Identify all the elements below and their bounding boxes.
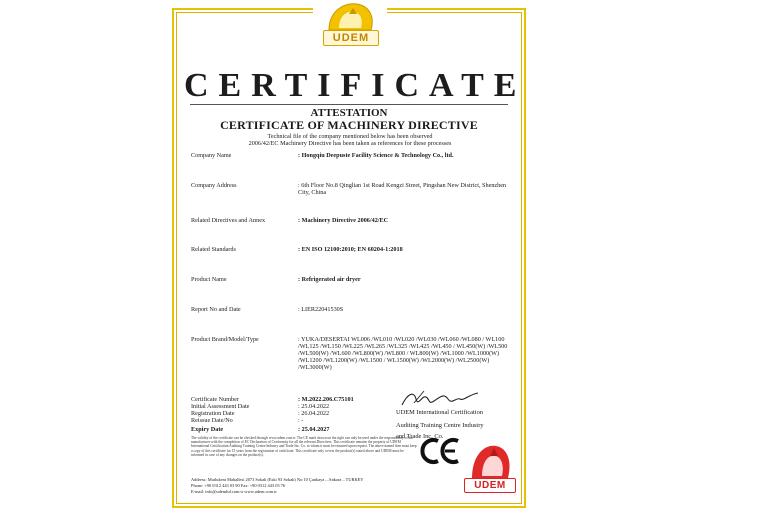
field-value: : Refrigerated air dryer: [298, 276, 361, 283]
certificate-title: CERTIFICATE: [184, 67, 527, 104]
field-label: Related Directives and Annex: [191, 217, 266, 224]
issue-value: : M.2022.206.C75101: [298, 396, 354, 403]
intro-text: [190, 133, 510, 147]
field-value: : Hongqiu Deepuste Facility Science & Technology Co., ltd.: [298, 152, 454, 159]
field-label: Company Address: [191, 182, 237, 189]
field-label: Report No and Date: [191, 306, 241, 313]
directive-heading: CERTIFICATE OF MACHINERY DIRECTIVE: [220, 118, 478, 132]
issuer-line-1: UDEM International Certification: [396, 409, 483, 416]
issue-label: Expiry Date: [191, 426, 224, 433]
field-value: : YUKA/DESERTAI WL006 /WL010 /WL020 /WL030 /WL060 /WL080 / WL100 /WL125 /WL150 /WL225 /WL265 /WL325 /WL425 /WL450 / WL450(W) /WL500 /WL500(W) /WL600 /WL800(W) /WL800 / WL800(W) /WL1000 /WL1000(W) /WL1200 /WL1200(W) /WL1500 / WL1500(W) /WL2000(W) /WL2500(W) /WL3000(W): [298, 336, 508, 371]
contact-email: E-mail: info@udemltd.com.tr www.udem.com.tr: [191, 489, 277, 494]
field-value: : EN ISO 12100:2010; EN 60204-1:2018: [298, 246, 403, 253]
issue-label: Registration Date: [191, 410, 235, 417]
issue-value: : 25.04.2027: [298, 426, 330, 433]
field-value: : LIER22041530S: [298, 306, 344, 313]
issue-value: : 25.04.2022: [298, 403, 330, 410]
issuer-line-2: Auditing Training Centre Industry: [396, 422, 484, 429]
intro-line-2: 2006/42/EC Machinery Directive has been taken as references for these processes: [248, 140, 452, 147]
contact-address: Address: Mutlukent Mahallesi 2073 Sokak (Eski 93 Sokak) No:10 Çankaya – Ankara – TURKEY: [191, 477, 364, 482]
contact-phone: Phone: +90 0312 443 03 90 Fax: +90 0312 443 03 76: [191, 483, 286, 488]
issue-value: : 26.04.2022: [298, 410, 330, 417]
attestation-heading: ATTESTATION: [310, 107, 388, 119]
issue-value: : -: [298, 417, 304, 424]
udem-top-logo: [313, 0, 387, 52]
ce-mark-icon: [420, 436, 462, 466]
udem-bottom-text: UDEM: [464, 478, 516, 493]
issue-label: Certificate Number: [191, 396, 239, 403]
lion-emblem-red-icon: [462, 440, 518, 480]
intro-line-1: Technical file of the company mentioned below has been observed: [267, 133, 433, 140]
udem-logo-text: UDEM: [323, 30, 379, 46]
field-value: : 6th Floor No.8 Qinglian 1st Road Kengzi Street, Pingshan New District, Shenzhen City, China: [298, 182, 507, 196]
field-label: Product Brand/Model/Type: [191, 336, 259, 343]
issue-label: Reissue Date/No: [191, 417, 233, 424]
field-value: : Machinery Directive 2006/42/EC: [298, 217, 389, 224]
title-divider: [190, 104, 508, 105]
field-label: Product Name: [191, 276, 227, 283]
issue-label: Initial Assessment Date: [191, 403, 250, 410]
signature-icon: [394, 387, 484, 411]
issuer-line-3: and Trade Inc. Co.: [396, 433, 444, 440]
udem-bottom-logo: [462, 440, 518, 492]
validity-fine-print: The validity of the certificate can be checked through www.udem.com.tr. The CE mark shown on the right can only be used under the responsibility of the manufacturer with the completion of EC Declaration of Conformity for all the relevant Directives. This certificate remains the property of UDEM International Certification Auditing Training Centre Industry and Trade Inc. Co. to whom it must be returned upon request. The above named firm must keep a copy of this certificate for 15 years from the registration of certificate. This certificate only covers the product(s) stated above and UDEM must be informed in case of any changes on the product(s).: [191, 436, 417, 457]
field-label: Company Name: [191, 152, 232, 159]
field-label: Related Standards: [191, 246, 236, 253]
